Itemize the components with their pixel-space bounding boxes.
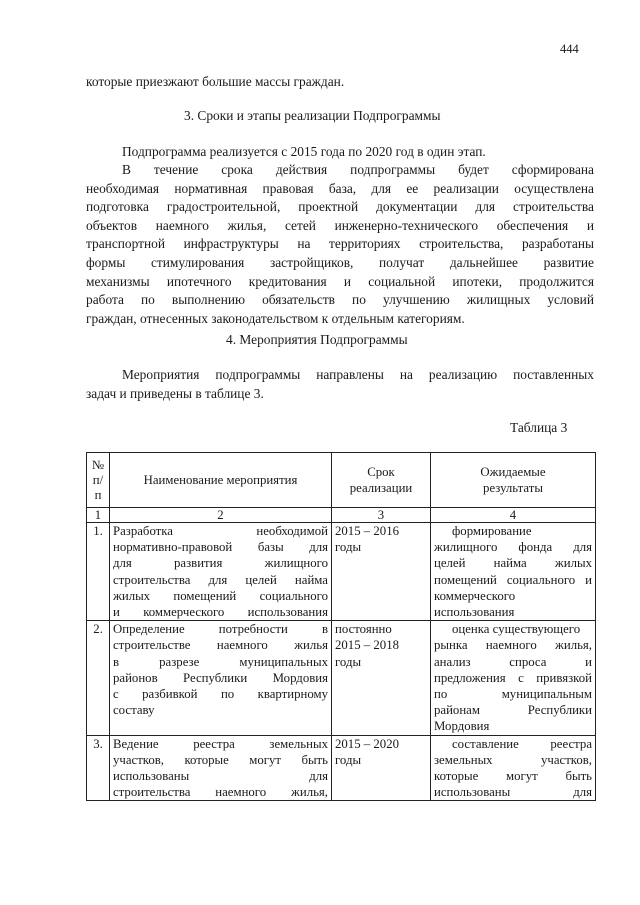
cell-line: годы — [335, 752, 362, 767]
cell-line: строительства наемного жилья, — [113, 785, 328, 800]
header-result — [431, 453, 596, 508]
cell-line: составление реестра — [452, 736, 592, 751]
cell-line: годы — [335, 654, 362, 669]
cell-line: оценка существующего — [452, 622, 581, 637]
event-result — [431, 523, 596, 621]
event-term — [332, 735, 431, 801]
event-result — [431, 621, 596, 735]
cell-line: 2015 – 2016 — [335, 524, 399, 538]
paragraph-line: необходимая нормативная правовая база, для ее реализации осуществлена — [86, 180, 594, 196]
cell-line: анализ спроса и — [434, 654, 592, 669]
cell-line: с разбивкой по квартирному — [113, 687, 328, 702]
table-row — [87, 621, 596, 735]
column-number: 2 — [110, 508, 332, 523]
events-table — [86, 452, 596, 801]
cell-line: строительства для целей найма — [113, 572, 328, 587]
cell-line: в разрезе муниципальных — [113, 654, 328, 669]
table-row — [87, 735, 596, 801]
section-3-paragraph-1: Подпрограмма реализуется с 2015 года по 2020 год в один этап. — [122, 144, 486, 159]
cell-line: постоянно — [335, 622, 392, 637]
header-name: Наименование мероприятия — [110, 453, 332, 508]
row-number: 3. — [87, 735, 110, 801]
cell-line: коммерческого — [434, 588, 516, 603]
paragraph-line: подготовка градостроительной, проектной документации для строительства — [86, 199, 594, 215]
paragraph-line: задач и приведены в таблице 3. — [86, 385, 264, 401]
cell-line: целей найма жилых — [434, 556, 592, 571]
event-name — [110, 621, 332, 735]
header-line: реализации — [349, 481, 413, 495]
column-number-row — [87, 508, 596, 523]
paragraph-line: транспортной инфраструктуры на территориях строительства, разработаны — [86, 236, 594, 252]
cell-line: Определение потребности в — [113, 622, 328, 637]
event-term — [332, 523, 431, 621]
row-number: 2. — [87, 621, 110, 735]
header-number — [87, 453, 110, 508]
cell-line: жилых помещений социального — [113, 588, 328, 603]
section-3-paragraph-2 — [86, 161, 594, 328]
section-3-title: 3. Сроки и этапы реализации Подпрограммы — [184, 108, 441, 123]
cell-line: для развития жилищного — [113, 556, 328, 571]
row-number: 1. — [87, 523, 110, 621]
intro-line: которые приезжают большие массы граждан. — [86, 74, 345, 89]
table-caption: Таблица 3 — [510, 420, 568, 435]
header-line: п — [94, 487, 102, 502]
cell-line: районов Республики Мордовия — [113, 670, 328, 685]
table-header-row — [87, 453, 596, 508]
cell-line: рынка наемного жилья, — [434, 638, 592, 653]
column-number: 3 — [332, 508, 431, 523]
cell-line: районам Республики — [434, 703, 592, 718]
column-number: 4 — [431, 508, 596, 523]
cell-line: предложения с привязкой — [434, 670, 592, 685]
cell-line: которые могут быть — [434, 769, 592, 784]
cell-line: 2015 – 2018 — [335, 638, 399, 653]
event-name — [110, 523, 332, 621]
cell-line: по муниципальным — [434, 687, 592, 702]
paragraph-line: В течение срока действия подпрограммы будет сформирована — [122, 162, 594, 177]
cell-line: участков, которые могут быть — [113, 752, 328, 767]
table-row — [87, 523, 596, 621]
cell-line: годы — [335, 540, 362, 555]
paragraph-line: объектов наемного жилья, сетей инженерно-технического обеспечения и — [86, 217, 594, 233]
cell-line: использования — [434, 605, 515, 620]
cell-line: нормативно-правовой базы для — [113, 540, 328, 555]
cell-line: жилищного фонда для — [434, 540, 592, 555]
event-term — [332, 621, 431, 735]
cell-line: 2015 – 2020 — [335, 736, 399, 751]
column-number: 1 — [87, 508, 110, 523]
cell-line: формирование — [452, 524, 532, 538]
paragraph-line: механизмы ипотечного кредитования и социальной ипотеки, продолжится — [86, 273, 594, 289]
cell-line: использованы для — [434, 785, 592, 800]
header-line: результаты — [483, 481, 543, 495]
page-number: 444 — [560, 42, 579, 56]
event-name — [110, 735, 332, 801]
cell-line: помещений социального и — [434, 572, 592, 587]
header-term — [332, 453, 431, 508]
header-line: Ожидаемые — [480, 464, 546, 479]
cell-line: использованы для — [113, 769, 328, 784]
event-result — [431, 735, 596, 801]
cell-line: и коммерческого использования — [113, 605, 328, 620]
cell-line: Ведение реестра земельных — [113, 736, 328, 751]
paragraph-line: Мероприятия подпрограммы направлены на реализацию поставленных — [122, 367, 594, 382]
section-4-paragraph — [86, 366, 594, 403]
paragraph-line: работа по выполнению обязательств по улучшению жилищных условий — [86, 292, 594, 308]
section-4-title: 4. Мероприятия Подпрограммы — [226, 332, 408, 347]
cell-line: строительстве наемного жилья — [113, 638, 328, 653]
header-line: Срок — [367, 464, 395, 479]
header-line: п/ — [92, 472, 104, 487]
cell-line: Мордовия — [434, 719, 490, 734]
cell-line: Разработка необходимой — [113, 524, 328, 538]
paragraph-line: формы стимулирования застройщиков, получат дальнейшее развитие — [86, 254, 594, 270]
cell-line: составу — [113, 703, 155, 718]
cell-line: земельных участков, — [434, 752, 592, 767]
header-line: № — [91, 457, 105, 472]
paragraph-line: граждан, отнесенных законодательством к отдельным категориям. — [86, 310, 465, 326]
